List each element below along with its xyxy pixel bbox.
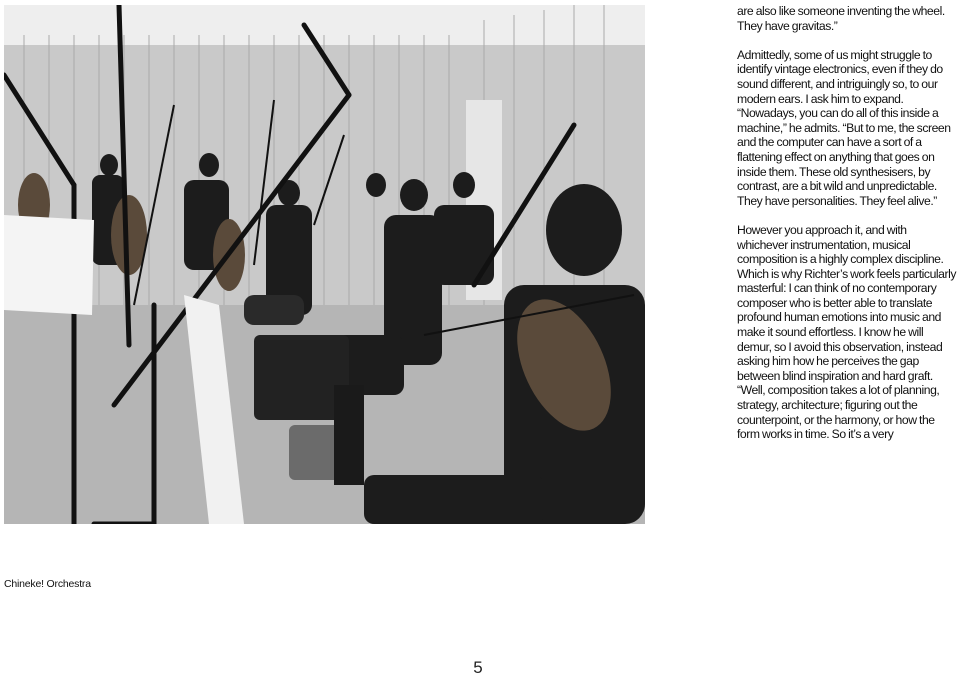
- orchestra-photo: [4, 5, 645, 524]
- paragraph-3: However you approach it, and with whichever instrumentation, musical composition is a highly complex discipline. Which is why Richter’s work feels particularly masterful: I can think of no contemporary composer who is better able to translate profound human emotions into music and make it sound effortless. I know he will demur, so I avoid this observation, instead asking him how he perceives the gap between blind inspiration and hard graft. “Well, composition takes a lot of planning, strategy, architecture; figuring out the counterpoint, or the harmony, or how the form works in time. So it’s a very: [737, 222, 956, 442]
- page-number: 5: [473, 658, 483, 677]
- photo-icon: [4, 5, 645, 524]
- paragraph-1: are also like someone inventing the wheel. They have gravitas.”: [737, 4, 945, 33]
- article-text-column: [737, 4, 959, 456]
- photo-caption: Chineke! Orchestra: [4, 578, 91, 590]
- paragraph-2: Admittedly, some of us might struggle to identify vintage electronics, even if they do sound different, and intriguingly so, to our modern ears. I ask him to expand. “Nowadays, you can do all of this inside a machine,” he admits. “But to me, the screen and the computer can have a sort of a flattening effect on anything that goes on inside them. These old synthesisers, by contrast, are a bit wild and unpredictable. They have personalities. They feel alive.”: [737, 47, 951, 208]
